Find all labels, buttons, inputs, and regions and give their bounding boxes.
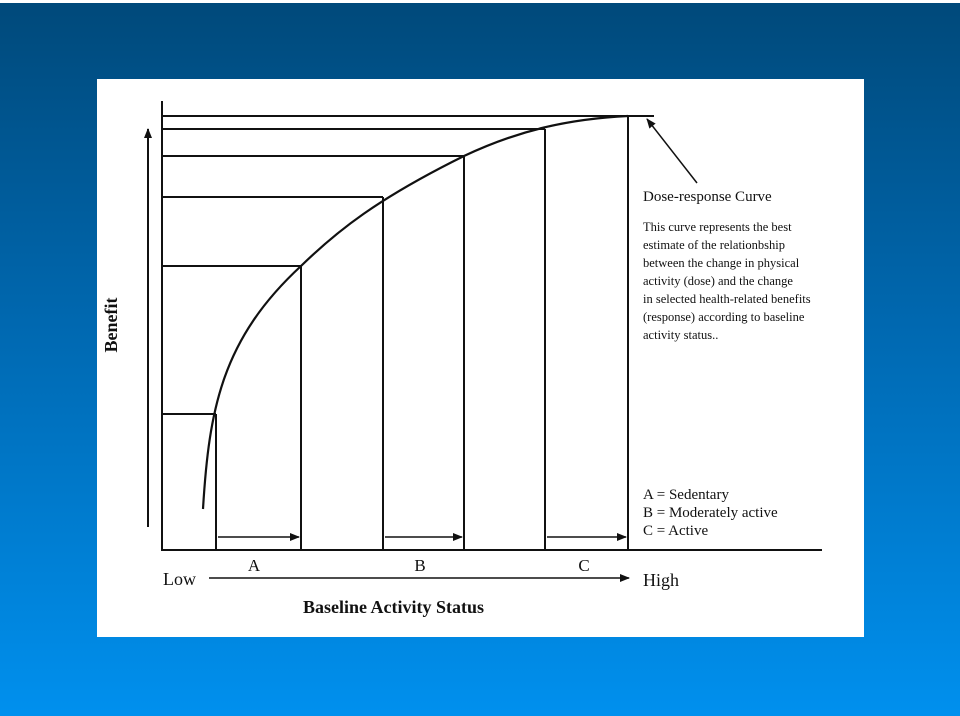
x-axis-high-label: High: [643, 570, 679, 590]
curve-label: Dose-response Curve: [643, 189, 772, 205]
legend-item-a: A = Sedentary: [643, 487, 729, 503]
description-line-5: in selected health-related benefits: [643, 292, 811, 306]
description-line-1: This curve represents the best: [643, 220, 792, 234]
description-line-3: between the change in physical: [643, 256, 800, 270]
x-axis-title: Baseline Activity Status: [303, 597, 485, 617]
dose-response-diagram: [97, 79, 864, 637]
description-line-7: activity status..: [643, 328, 719, 342]
x-axis-low-label: Low: [163, 569, 196, 589]
segment-label-c: C: [578, 556, 590, 575]
y-axis-label: Benefit: [101, 297, 121, 353]
description-line-2: estimate of the relationbship: [643, 238, 785, 252]
legend-item-c: C = Active: [643, 523, 709, 539]
segment-label-a: A: [247, 556, 261, 575]
description-line-6: (response) according to baseline: [643, 310, 805, 324]
legend-item-b: B = Moderately active: [643, 505, 778, 521]
dose-response-curve: [203, 116, 628, 509]
description-line-4: activity (dose) and the change: [643, 274, 793, 288]
segment-label-b: B: [414, 556, 426, 575]
diagram-panel: [97, 79, 864, 637]
callout-arrow: [647, 119, 697, 183]
